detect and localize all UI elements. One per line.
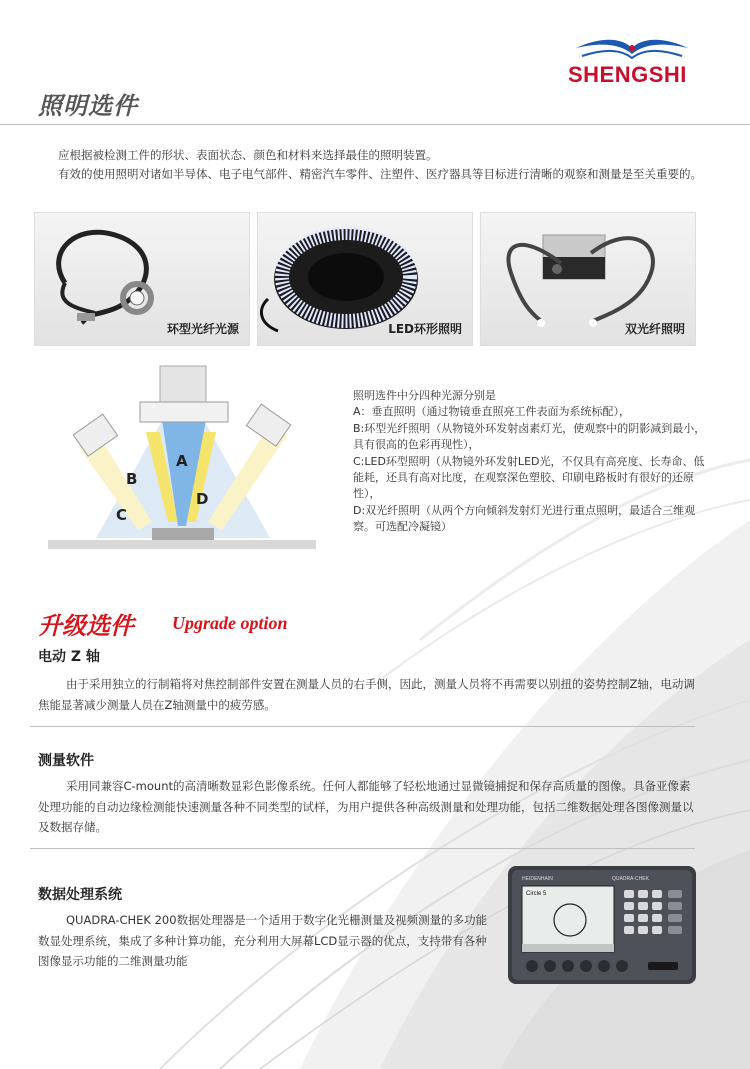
diagram-label-c: C — [116, 506, 128, 524]
photo-led-ring-light — [257, 212, 473, 346]
desc-line: B:环型光纤照明（从物镜外环发射卤素灯光，使观察中的阴影减到最小，具有很高的色彩再现性）， — [353, 421, 706, 452]
workpiece — [152, 528, 214, 540]
lighting-description — [353, 388, 713, 536]
data-system-body: QUADRA-CHEK 200数据处理器是一个适用于数字化光栅测量及视频测量的多功能数显处理系统，集成了多种计算功能，充分利用大屏幕LCD显示器的优点，支持带有各种图像显示功能的二维测量功能 — [38, 913, 488, 968]
diagram-label-b: B — [126, 470, 138, 488]
shengshi-logo-icon — [572, 34, 692, 64]
brand-name: SHENGSHI — [568, 62, 687, 87]
fiber-lamp-left — [73, 414, 117, 456]
title-divider — [0, 124, 750, 125]
upgrade-title-en: Upgrade option — [172, 613, 288, 633]
desc-line: A：垂直照明（通过物镜垂直照亮工件表面为系统标配）， — [353, 405, 631, 419]
photo-dual-fiber-light — [480, 212, 696, 346]
upgrade-title-cn: 升级选件 — [38, 611, 134, 640]
z-axis-title: 电动 Z 轴 — [38, 649, 100, 665]
stage-base — [48, 540, 316, 549]
intro-line-1: 应根据被检测工件的形状、表面状态、颜色和材料来选择最佳的照明装置。 — [58, 148, 438, 162]
device-brand: HEIDENHAIN — [522, 876, 553, 882]
ring-illuminator — [140, 402, 228, 422]
qc200-device-icon — [508, 862, 696, 990]
software-title: 测量软件 — [38, 753, 94, 769]
diagram-label-a: A — [176, 452, 188, 470]
z-axis-body: 由于采用独立的行制箱将对焦控制部件安置在测量人员的右手侧，因此，测量人员将不再需要以别扭的姿势控制Z轴，电动调焦能显著减少测量人员在Z轴测量中的疲劳感。 — [38, 677, 695, 712]
device-model: QUADRA-CHEK — [612, 876, 649, 882]
page-title: 照明选件 — [38, 92, 138, 120]
fiber-lamp-right — [246, 404, 290, 446]
software-body: 采用同兼容C-mount的高清晰数显彩色影像系统。任何人都能够了轻松地通过显微镜捕捉和保存高质量的图像。具备亚像素处理功能的自动边缘检测能快速测量各种不同类型的试样，为用户提供各种高级测量和处理功能，包括二维数据处理各图像测量以及数据存储。 — [38, 779, 694, 834]
data-system-title: 数据处理系统 — [38, 887, 122, 903]
device-screen-title: Circle 5 — [526, 891, 547, 897]
photo-caption: 双光纤照明 — [624, 322, 685, 336]
photo-caption: LED环形照明 — [388, 322, 462, 336]
intro-line-2: 有效的使用照明对诸如半导体、电子电气部件、精密汽车零件、注塑件、医疗器具等目标进行清晰的观察和测量是至关重要的。 — [58, 167, 702, 181]
desc-line: 照明选件中分四种光源分别是 — [353, 389, 496, 402]
objective-lens — [160, 366, 206, 402]
lighting-diagram — [48, 362, 318, 552]
photo-fiber-ring-light — [34, 212, 250, 346]
section-divider — [30, 848, 695, 849]
photo-caption: 环型光纤光源 — [166, 322, 239, 336]
diagram-label-d: D — [196, 490, 209, 508]
section-divider — [30, 726, 695, 727]
desc-line: C:LED环型照明（从物镜外环发射LED光，不仅具有高亮度、长寿命、低能耗，还具有高对比度，在观察深色塑胶、印刷电路板时有很好的还原性）， — [353, 454, 705, 501]
desc-line: D:双光纤照明（从两个方向倾斜发射灯光进行重点照明，最适合三维观察。可选配冷凝镜） — [353, 503, 696, 534]
